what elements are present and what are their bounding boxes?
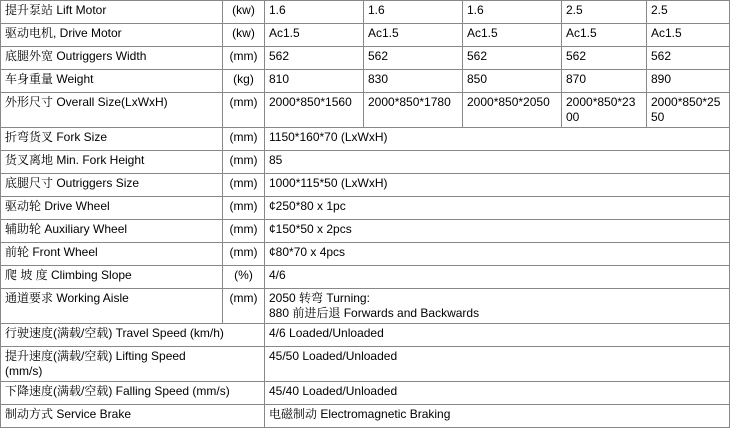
row-value: 850 [463,70,562,93]
row-unit: (%) [223,266,265,289]
row-label: 车身重量 Weight [1,70,223,93]
row-value: 1.6 [265,1,364,24]
row-value: 1.6 [364,1,463,24]
row-value: 1150*160*70 (LxWxH) [265,128,730,151]
row-unit: (kw) [223,24,265,47]
row-value: 830 [364,70,463,93]
row-value: Ac1.5 [463,24,562,47]
table-row [1,289,730,324]
row-value: 562 [463,47,562,70]
row-unit: (mm) [223,197,265,220]
row-value: 2000*850*2550 [647,93,730,128]
row-label: 驱动电机, Drive Motor [1,24,223,47]
table-row [1,24,730,47]
row-label: 行驶速度(满载/空载) Travel Speed (km/h) [1,324,265,347]
row-label: 提升泵站 Lift Motor [1,1,223,24]
row-unit: (kw) [223,1,265,24]
table-row [1,151,730,174]
row-label: 折弯货叉 Fork Size [1,128,223,151]
row-value: Ac1.5 [364,24,463,47]
row-value: 2000*850*1560 [265,93,364,128]
row-unit: (mm) [223,220,265,243]
table-row [1,1,730,24]
row-value: 2000*850*2050 [463,93,562,128]
row-value: 2000*850*1780 [364,93,463,128]
row-value: ¢250*80 x 1pc [265,197,730,220]
table-row [1,220,730,243]
table-row [1,47,730,70]
table-row [1,405,730,428]
row-value: 45/50 Loaded/Unloaded [265,347,730,382]
table-row [1,174,730,197]
table-row [1,266,730,289]
row-label: 辅助轮 Auxiliary Wheel [1,220,223,243]
row-value: 1000*115*50 (LxWxH) [265,174,730,197]
row-label: 通道要求 Working Aisle [1,289,223,324]
row-value: 4/6 Loaded/Unloaded [265,324,730,347]
row-unit: (kg) [223,70,265,93]
table-row [1,70,730,93]
row-unit: (mm) [223,93,265,128]
row-label: 底腿尺寸 Outriggers Size [1,174,223,197]
row-value: 810 [265,70,364,93]
row-unit: (mm) [223,151,265,174]
row-label: 驱动轮 Drive Wheel [1,197,223,220]
row-value: Ac1.5 [647,24,730,47]
row-unit: (mm) [223,174,265,197]
row-label: 外形尺寸 Overall Size(LxWxH) [1,93,223,128]
table-row [1,324,730,347]
row-value: 2.5 [562,1,647,24]
row-label: 货叉离地 Min. Fork Height [1,151,223,174]
table-row [1,243,730,266]
table-row [1,93,730,128]
table-row [1,347,730,382]
row-value: ¢80*70 x 4pcs [265,243,730,266]
row-unit: (mm) [223,289,265,324]
row-value: 870 [562,70,647,93]
row-value: 85 [265,151,730,174]
row-label: 制动方式 Service Brake [1,405,265,428]
row-unit: (mm) [223,243,265,266]
row-value: 2000*850*2300 [562,93,647,128]
table-row [1,128,730,151]
row-unit: (mm) [223,128,265,151]
row-value: 1.6 [463,1,562,24]
row-value: 电磁制动 Electromagnetic Braking [265,405,730,428]
row-value: Ac1.5 [562,24,647,47]
row-value: 562 [647,47,730,70]
table-row [1,197,730,220]
specifications-table-body [1,1,730,428]
row-label: 下降速度(满载/空载) Falling Speed (mm/s) [1,382,265,405]
row-label: 提升速度(满载/空载) Lifting Speed (mm/s) [1,347,265,382]
row-value: 562 [265,47,364,70]
row-value: 2050 转弯 Turning: 880 前进后退 Forwards and Backwards [265,289,730,324]
row-label: 前轮 Front Wheel [1,243,223,266]
row-value: ¢150*50 x 2pcs [265,220,730,243]
row-label: 爬 坡 度 Climbing Slope [1,266,223,289]
table-row [1,382,730,405]
row-value: 562 [364,47,463,70]
row-value: Ac1.5 [265,24,364,47]
row-label: 底腿外宽 Outriggers Width [1,47,223,70]
row-value: 890 [647,70,730,93]
row-value: 4/6 [265,266,730,289]
row-value: 562 [562,47,647,70]
row-unit: (mm) [223,47,265,70]
row-value: 45/40 Loaded/Unloaded [265,382,730,405]
row-value: 2.5 [647,1,730,24]
